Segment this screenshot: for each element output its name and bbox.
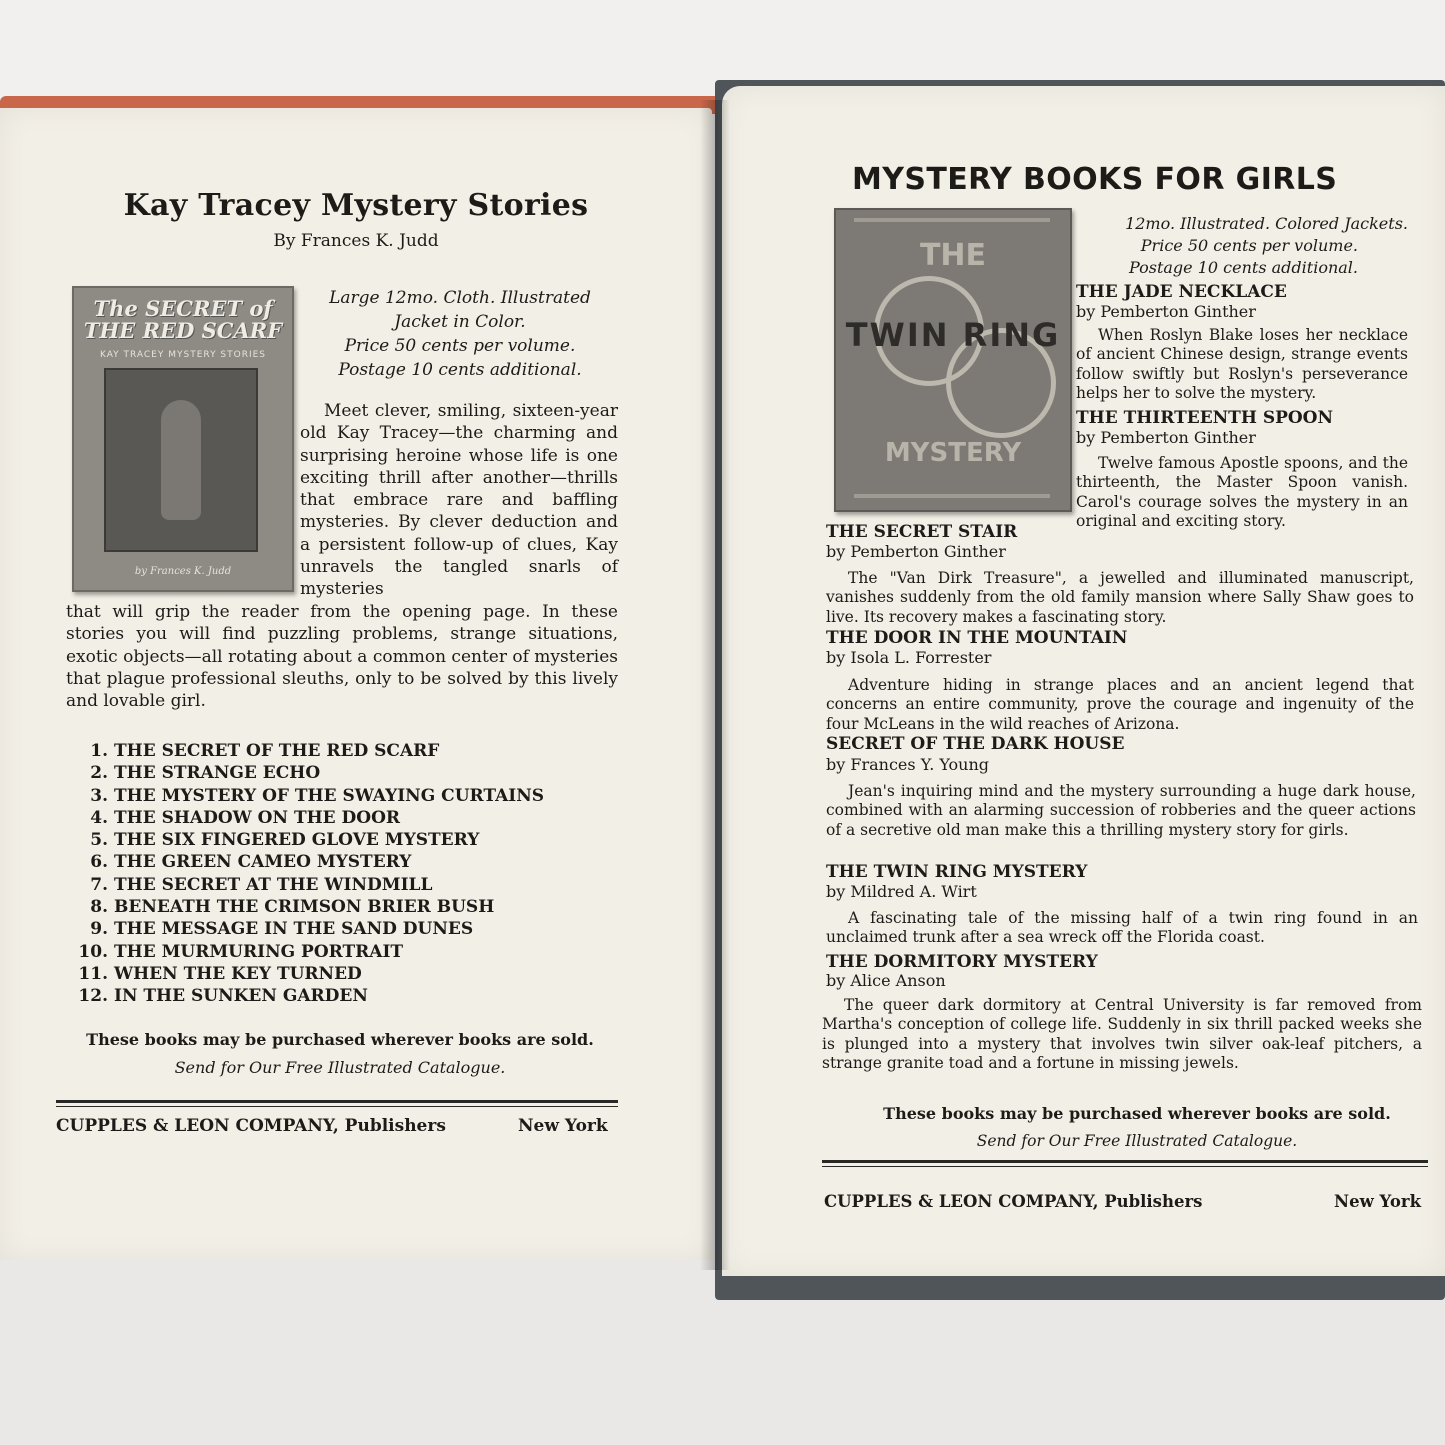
list-number: 12. [78, 986, 108, 1007]
list-item [60, 941, 544, 963]
book-author: by Frances Y. Young [826, 755, 990, 774]
list-number: 2. [90, 763, 108, 784]
list-title: THE MESSAGE IN THE SAND DUNES [114, 919, 474, 940]
list-title: THE GREEN CAMEO MYSTERY [114, 852, 412, 873]
book-blurb: Adventure hiding in strange places and an ancient legend that concerns an entire community, prove the courage and ingenuity of the four McLeans in the wild reaches of Arizona. [826, 676, 1414, 733]
catalogue-note: Send for Our Free Illustrated Catalogue. [174, 1058, 506, 1077]
catalogue-note: Send for Our Free Illustrated Catalogue. [976, 1132, 1298, 1150]
list-title: BENEATH THE CRIMSON BRIER BUSH [114, 897, 495, 918]
book-blurb: When Roslyn Blake loses her necklace of ancient Chinese design, strange events follow swiftly but Roslyn's perseverance helps her to solve the mystery. [1076, 326, 1408, 402]
list-number: 6. [90, 852, 108, 873]
cover-title-text: The SECRET of THE RED SCARF [83, 296, 283, 343]
book-cover-image [72, 286, 294, 592]
book-list [60, 740, 544, 1008]
list-item [60, 896, 544, 918]
publisher-city: New York [518, 1116, 608, 1136]
cover-figure [161, 400, 201, 520]
purchase-note: These books may be purchased wherever books are sold. [883, 1104, 1391, 1123]
list-item [60, 963, 544, 985]
book-author: by Mildred A. Wirt [826, 882, 977, 901]
series-blurb-bottom: that will grip the reader from the opening page. In these stories you will find puzzling problems, strange situations, exotic objects—all rotating about a common center of mysteries that plague professional sleuths, only to be solved by this lively and lovable girl. [66, 602, 618, 712]
divider [822, 1160, 1428, 1163]
page-title: MYSTERY BOOKS FOR GIRLS [852, 162, 1338, 197]
book-author: by Alice Anson [826, 971, 946, 990]
book-author: by Isola L. Forrester [826, 648, 992, 667]
cover-band [854, 218, 1050, 222]
book-title: THE THIRTEENTH SPOON [1076, 408, 1334, 428]
divider [56, 1100, 618, 1103]
cover-illustration [104, 368, 258, 552]
list-item [60, 762, 544, 784]
list-title: THE SECRET AT THE WINDMILL [114, 874, 433, 895]
publisher-name: CUPPLES & LEON COMPANY, Publishers [824, 1192, 1203, 1211]
price-info [1072, 213, 1408, 279]
list-number: 3. [90, 785, 108, 806]
book-title: THE SECRET STAIR [826, 522, 1018, 542]
list-item [60, 829, 544, 851]
book-author: by Pemberton Ginther [1076, 428, 1256, 447]
list-item [60, 918, 544, 940]
list-item [60, 851, 544, 873]
series-blurb-top: Meet clever, smiling, sixteen-year old Kay Tracey—the charming and surprising heroine whose life is one exciting thrill after another—thrills that embrace rare and baffling mysteries. By clever deduction and a persistent follow-up of clues, Kay unravels the tangled snarls of mysteries [300, 401, 618, 600]
cover-byline: by Frances K. Judd [134, 566, 232, 577]
book-title: THE DORMITORY MYSTERY [826, 952, 1098, 972]
price-line: Large 12mo. Cloth. Illustrated [329, 288, 591, 308]
list-item [60, 807, 544, 829]
list-title: THE STRANGE ECHO [114, 763, 321, 784]
list-title: THE SECRET OF THE RED SCARF [114, 741, 440, 761]
price-line: Jacket in Color. [394, 312, 526, 332]
book-blurb: Twelve famous Apostle spoons, and the thirteenth, the Master Spoon vanish. Carol's courage solves the mystery in an original and exciting story. [1076, 454, 1408, 530]
divider [56, 1106, 618, 1107]
book-title: THE JADE NECKLACE [1076, 282, 1287, 302]
book-blurb: The "Van Dirk Treasure", a jewelled and illuminated manuscript, vanishes suddenly from the old family mansion where Sally Shaw goes to live. Its recovery makes a fascinating story. [826, 569, 1414, 626]
right-page [722, 86, 1445, 1276]
book-author: by Pemberton Ginther [1076, 302, 1256, 321]
price-line: Price 50 cents per volume. [1140, 236, 1358, 255]
book-blurb: The queer dark dormitory at Central University is far removed from Martha's conception of college life. Suddenly in six thrill packed weeks she is plunged into a mystery that involves twin silver oak-leaf pitchers, a strange granite toad and a fortune in missing jewels. [822, 996, 1422, 1072]
cover-word-top: THE [919, 238, 987, 273]
page-title: Kay Tracey Mystery Stories [123, 188, 589, 223]
list-number: 1. [90, 741, 108, 761]
list-number: 11. [78, 963, 108, 984]
price-line: Postage 10 cents additional. [1129, 258, 1358, 277]
list-title: THE SHADOW ON THE DOOR [114, 807, 401, 828]
cover-word-bot: MYSTERY [884, 438, 1022, 468]
list-item [60, 740, 544, 762]
publisher-city: New York [1334, 1192, 1422, 1211]
book-spine-shadow [700, 100, 730, 1270]
list-title: THE MURMURING PORTRAIT [114, 941, 404, 962]
list-title: THE SIX FINGERED GLOVE MYSTERY [114, 830, 480, 851]
cover-series-band: KAY TRACEY MYSTERY STORIES [99, 350, 267, 360]
price-line: Postage 10 cents additional. [338, 360, 582, 380]
price-line: 12mo. Illustrated. Colored Jackets. [1125, 214, 1408, 233]
list-number: 8. [90, 897, 108, 918]
left-page [0, 108, 712, 1260]
list-number: 5. [90, 830, 108, 851]
list-item [60, 985, 544, 1007]
publisher-name: CUPPLES & LEON COMPANY, Publishers [56, 1116, 446, 1136]
series-author: By Frances K. Judd [273, 231, 439, 251]
book-title: SECRET OF THE DARK HOUSE [826, 734, 1125, 754]
book-blurb: Jean's inquiring mind and the mystery surrounding a huge dark house, combined with an alarming succession of robberies and the queer actions of a secretive old man make this a thrilling mystery story for girls. [826, 782, 1416, 839]
list-title: WHEN THE KEY TURNED [114, 963, 362, 984]
book-author: by Pemberton Ginther [826, 542, 1006, 561]
book-title: THE TWIN RING MYSTERY [826, 862, 1088, 882]
cover-word-mid: TWIN RING [845, 316, 1061, 354]
list-item [60, 874, 544, 896]
list-item [60, 785, 544, 807]
list-number: 9. [90, 919, 108, 940]
purchase-note: These books may be purchased wherever books are sold. [86, 1030, 594, 1049]
list-title: THE MYSTERY OF THE SWAYING CURTAINS [114, 785, 545, 806]
divider [822, 1166, 1428, 1167]
cover-band [854, 494, 1050, 498]
list-number: 10. [78, 941, 108, 962]
price-line: Price 50 cents per volume. [344, 336, 576, 356]
price-info [300, 286, 620, 382]
list-number: 4. [90, 807, 108, 828]
book-cover-image [834, 208, 1072, 512]
book-blurb: A fascinating tale of the missing half of a twin ring found in an unclaimed trunk after a sea wreck off the Florida coast. [826, 909, 1418, 947]
list-title: IN THE SUNKEN GARDEN [114, 986, 368, 1007]
list-number: 7. [90, 874, 108, 895]
book-title: THE DOOR IN THE MOUNTAIN [826, 628, 1128, 648]
